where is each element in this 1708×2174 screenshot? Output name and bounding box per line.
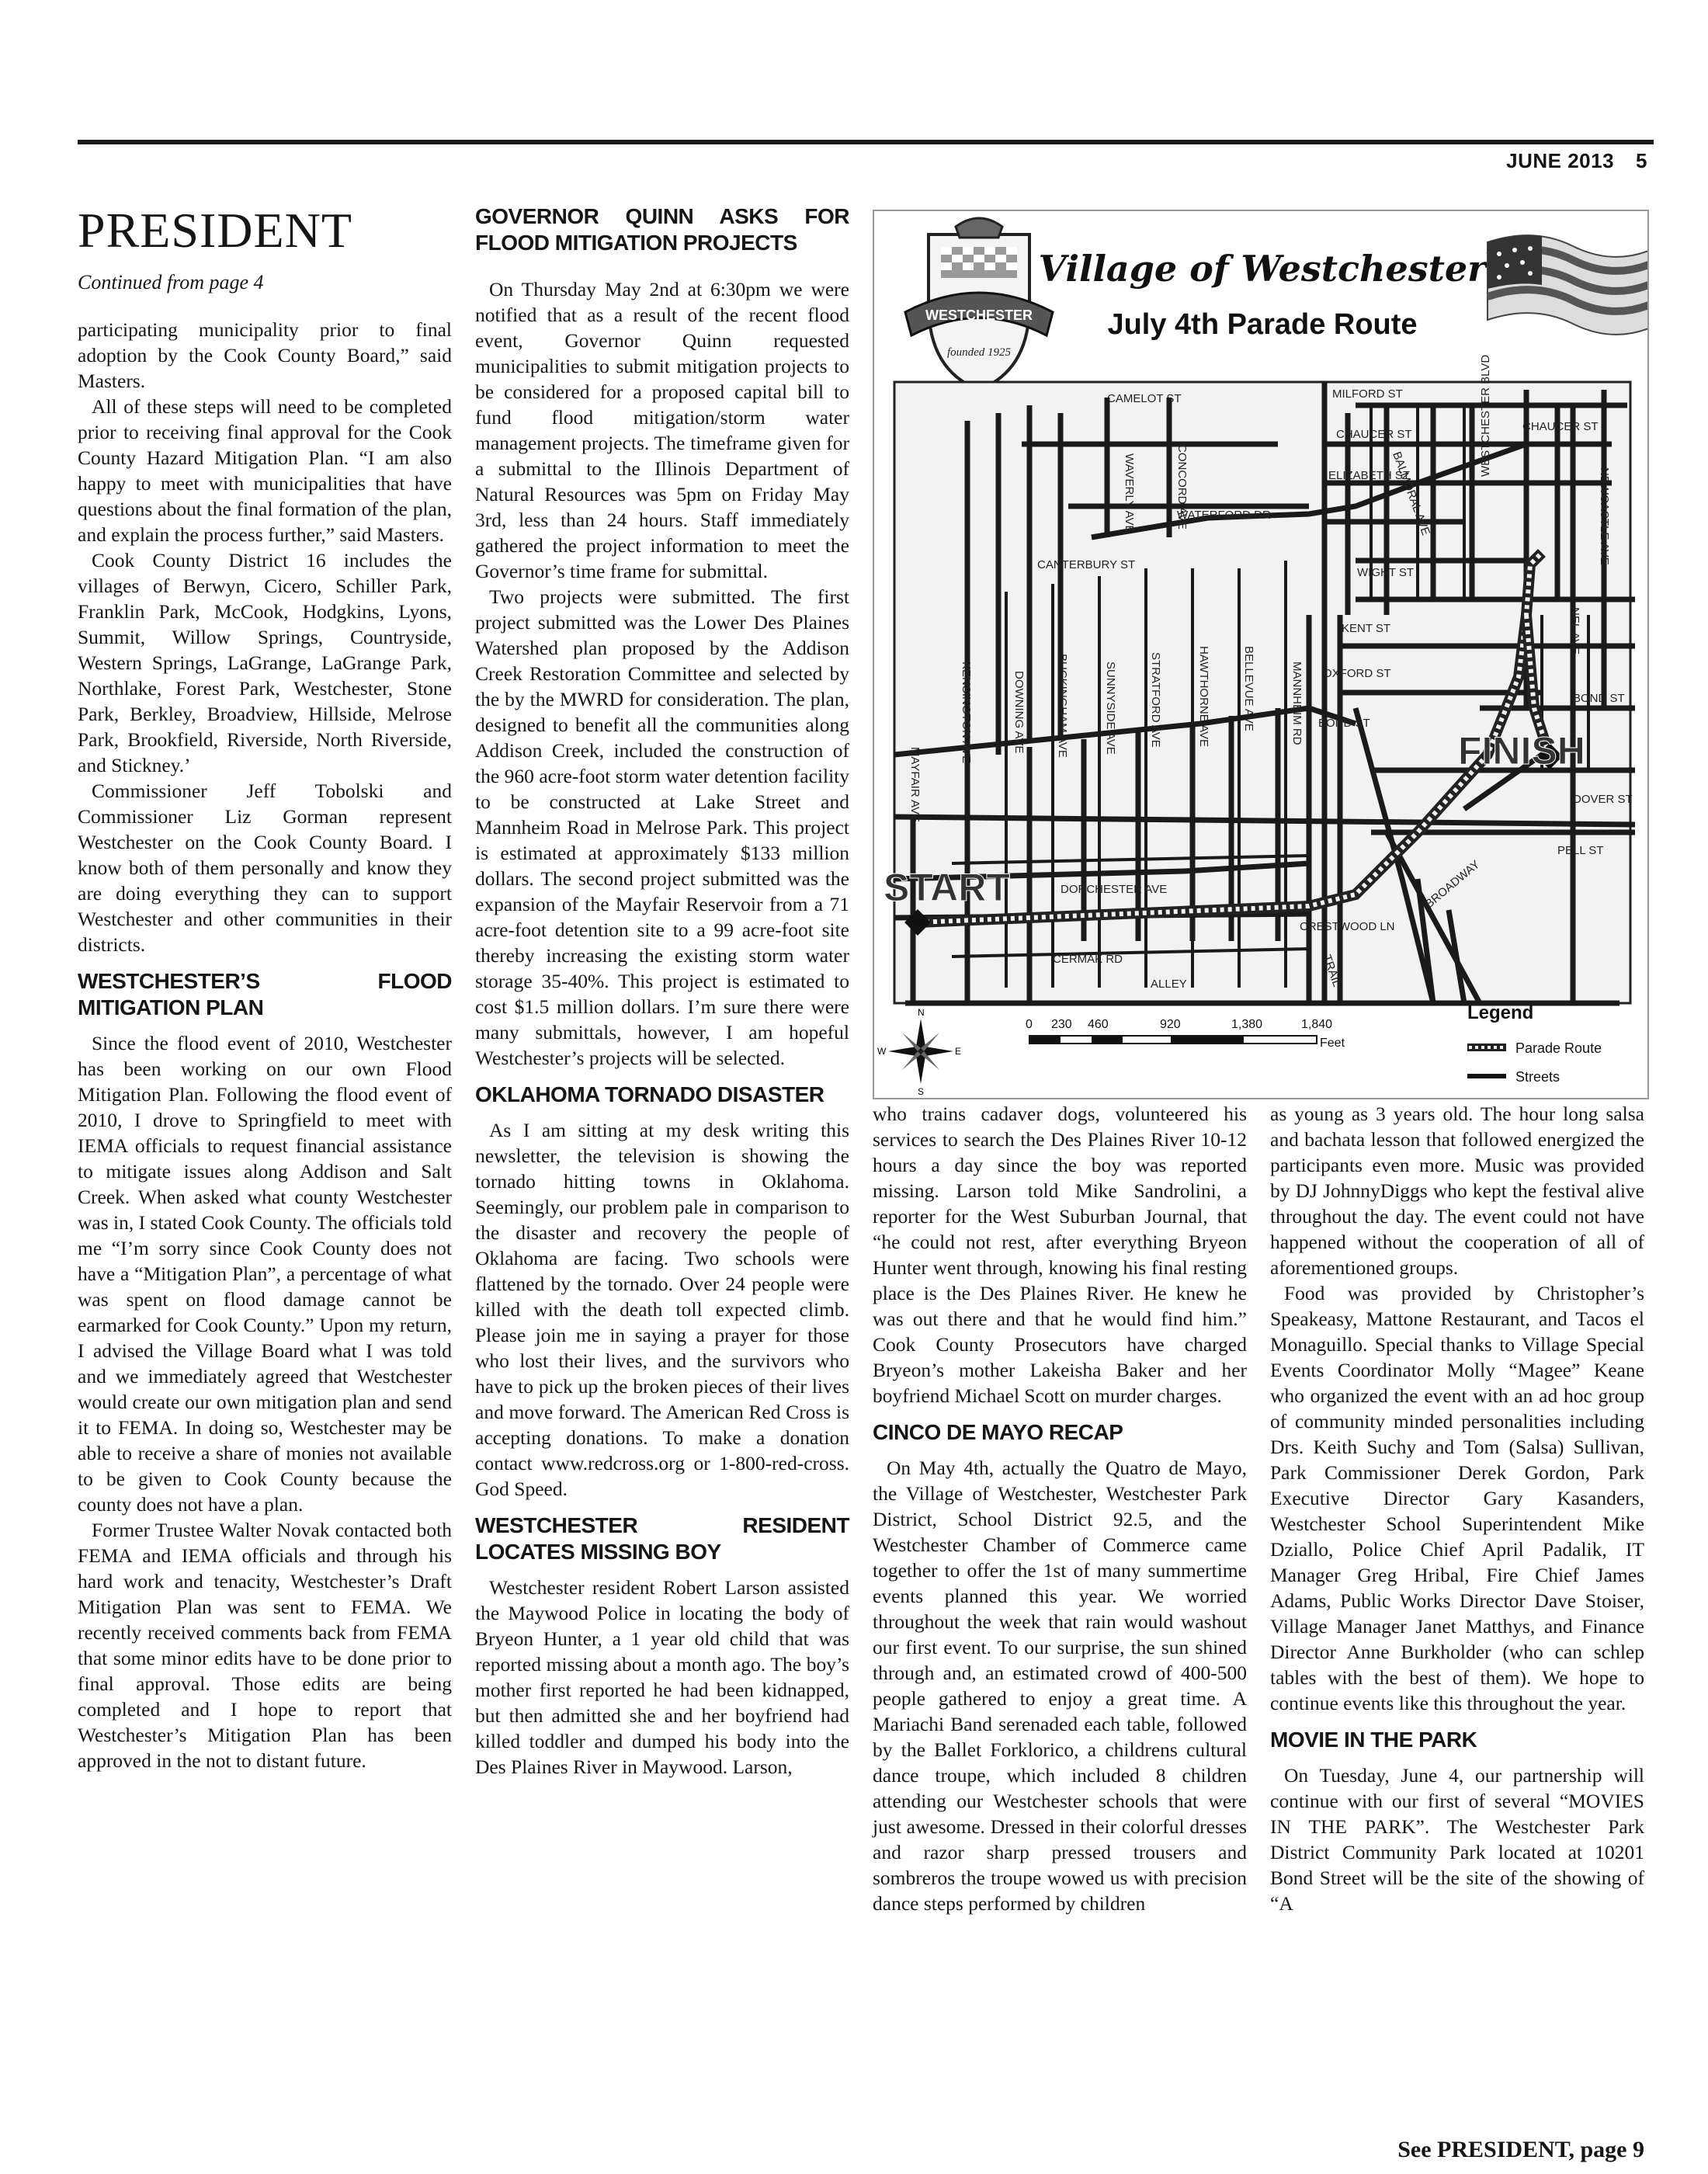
street-label: BELLEVUE AVE — [1242, 646, 1255, 731]
street-label: CHAUCER ST — [1336, 428, 1412, 441]
finish-label: FINISH — [1458, 729, 1585, 773]
street-label: KENT ST — [1342, 622, 1391, 635]
scale-tick: 1,840 — [1301, 1018, 1333, 1031]
paragraph: Cook County District 16 includes the villages of Berwyn, Cicero, Schiller Park, Franklin Park, McCook, Hodgkins, Lyons, Summit, Willow Springs, Countryside, Western Springs, LaGrange, LaGrange Park, Northlake, Forest Park, Westchester, Stone Park, Berkley, Broadview, Hillside, Melrose Park, Brookfield, Riverside, North Riverside, and Stickney.’ — [78, 549, 452, 776]
flag-icon — [1488, 235, 1647, 335]
village-seal — [905, 218, 1053, 390]
compass-w: W — [877, 1046, 887, 1057]
map-title: Village of Westchester — [1038, 248, 1487, 290]
street-label: ALLEY — [1151, 978, 1187, 991]
compass-e: E — [955, 1046, 962, 1057]
street-label: OXFORD ST — [1323, 667, 1391, 680]
parade-route-map — [873, 210, 1649, 1099]
map-subtitle: July 4th Parade Route — [1107, 308, 1418, 341]
street-label: DOVER ST — [1573, 793, 1633, 806]
street-label: CAMELOT ST — [1107, 392, 1182, 405]
column-2 — [475, 200, 849, 1780]
street-label: BUCKINGHAM AVE — [1056, 654, 1069, 758]
street-label: CRESTWOOD LN — [1300, 920, 1395, 933]
paragraph: Since the flood event of 2010, Westchester has been working on our own Flood Mitigation Plan. Following the flood event of 2010, I drove to Springfield to meet with IEMA officials to request financial assistance to mitigate issues along Addison and Salt Creek. When asked what county Westchester was in, I stated Cook County. The officials told me “I’m sorry since Cook County does not have a “Mitigation Plan”, a percentage of what was spent on flood damage cannot be earmarked for Cook County.” Upon my return, I advised the Village Board what I was told and we immediately agreed that Westchester would create our own mitigation plan and send it to FEMA. In doing so, Westchester may be able to receive a share of monies not available to be given to Cook County because the county does not have a plan. — [78, 1032, 452, 1516]
street-label: PELL ST — [1557, 844, 1604, 857]
paragraph: On May 4th, actually the Quatro de Mayo, the Village of Westchester, Westchester Park District, School District 92.5, and the Westchester Chamber of Commerce came together to offer the 1st of many summertime events planned this year. We worried throughout the week that rain would washout our first event. To our surprise, the sun shined through and, an estimated crowd of 400-500 people gathered to enjoy a great time. A Mariachi Band serenaded each table, followed by the Ballet Forklorico, a childrens cultural dance troupe, which included 8 children attending our Westchester schools that were just awesome. Dressed in their colorful dresses and razor sharp pressed trousers and sombreros the troupe wowed us with precision dance steps performed by children — [873, 1457, 1247, 1915]
scale-tick: 460 — [1088, 1018, 1109, 1031]
start-label: START — [884, 866, 1010, 909]
page-folio — [1506, 149, 1647, 173]
page-number: 5 — [1636, 149, 1647, 172]
scale-tick: 920 — [1160, 1018, 1181, 1031]
street-label: HAWTHORNE AVE — [1197, 646, 1210, 748]
street-label: WATERFORD DR — [1177, 509, 1271, 522]
paragraph: as young as 3 years old. The hour long salsa and bachata lesson that followed energized the participants even more. Music was provided by DJ JohnnyDiggs who kept the festival alive throughout the day. The event could not have happened without the cooperation of all of aforementioned groups. — [1270, 1103, 1644, 1279]
street-label: WESTCHESTER BLVD — [1479, 354, 1492, 477]
paragraph: Former Trustee Walter Novak contacted both FEMA and IEMA officials and through his hard work and tenacity, Westchester’s Draft Mitigation Plan was sent to FEMA. We recently received comments back from FEMA that some minor edits have to be done prior to final approval. Those edits are being completed and I hope to report that Westchester’s Mitigation Plan has been approved in the not to distant future. — [78, 1519, 452, 1772]
column-3 — [873, 1101, 1247, 1916]
header-rule — [78, 140, 1654, 144]
paragraph: Two projects were submitted. The first project submitted was the Lower Des Plaines Watershed plan proposed by the Addison Creek Restoration Committee and selected by the by the MWRD for consideration. The plan, designed to benefit all the communities along Addison Creek, included the construction of the 960 acre-foot storm water detention facility to be constructed at Lake Street and Mannheim Road in Melrose Park. This project is estimated at approximately $133 million dollars. The second project submitted was the expansion of the Mayfair Reservoir from a 71 acre-foot detention site to a 99 acre-foot site thereby increasing the existing storm water storage 35-40%. This project is estimated to cost $1.5 million dollars. I’m sure there were many submittals, however, I am hopeful Westchester’s projects will be selected. — [475, 585, 849, 1069]
scale-tick: 230 — [1051, 1018, 1072, 1031]
street-label: BALMORAL AVE — [1390, 450, 1432, 537]
map-legend — [1467, 1002, 1602, 1085]
map-graphic — [874, 211, 1647, 1098]
paragraph: As I am sitting at my desk writing this newsletter, the television is showing the tornado hitting towns in Oklahoma. Seemingly, our problem pale in comparison to the disaster and recovery the people of Oklahoma are facing. Two schools were flattened by the tornado. Over 24 people were killed with the death toll expected climb. Please join me in saying a prayer for those who lost their lives, and the survivors who have to pick up the broken pieces of their lives and move forward. The American Red Cross is accepting donations. To make a donation contact www.redcross.org or 1-800-red-cross. God Speed. — [475, 1119, 849, 1500]
street-label: BROADWAY — [1422, 857, 1483, 912]
scale-tick: 0 — [1026, 1018, 1033, 1031]
paragraph: Commissioner Jeff Tobolski and Commissioner Liz Gorman represent Westchester on the Cook County Board. I know both of them personally and know they are doing everything they can to support Westchester and other communities in their districts. — [78, 780, 452, 956]
legend-streets-label: Streets — [1515, 1069, 1560, 1085]
street-label: MAYFAIR AVE — [908, 747, 922, 822]
paragraph: All of these steps will need to be completed prior to receiving final approval for the Cook County Hazard Mitigation Plan. “I am also happy to meet with municipalities that have questions about the final formation of the plan, and explain the process further,” said Masters. — [78, 395, 452, 546]
compass-s: S — [918, 1086, 925, 1097]
compass-rose-icon — [877, 1007, 961, 1097]
article-heading: GOVERNOR QUINN ASKS FOR FLOOD MITIGATION PROJECTS — [475, 204, 849, 255]
street-label: TRAIL — [1320, 953, 1344, 989]
street-label: KENSINGTON AVE — [960, 662, 973, 764]
paragraph: On Tuesday, June 4, our partnership will continue with our first of several “MOVIES IN THE PARK”. The Westchester Park District Community Park located at 10201 Bond Street will be the site of the showing of “A — [1270, 1764, 1644, 1915]
street-label: CANTERBURY ST — [1037, 558, 1136, 571]
street-label: CERMAK RD — [1053, 953, 1123, 966]
seal-founded: founded 1925 — [946, 346, 1012, 359]
street-label: CHAUCER ST — [1522, 420, 1599, 433]
paragraph: Food was provided by Christopher’s Speakeasy, Mattone Restaurant, and Tacos el Monaguillo. Special thanks to Village Special Events Coordinator Molly “Magee” Keane who organized the event with an ad hoc group of community minded personalities including Drs. Keith Suchy and Tom (Salsa) Sullivan, Park Commissioner Derek Gordon, Park Executive Director Gary Kasanders, Westchester School Superintendent Mike Dziallo, Police Chief April Padalik, IT Manager Greg Hribal, Fire Chief James Adams, Public Works Director Dave Stoiser, Village Manager Janet Matthys, and Finance Director Anne Burkholder (who can schlep tables with the best of them). We hope to continue events like this throughout the year. — [1270, 1282, 1644, 1714]
street-label: MANNHEIM RD — [1290, 662, 1304, 745]
street-label: BOND ST — [1318, 717, 1370, 730]
jump-line: See PRESIDENT, page 9 — [1397, 2137, 1644, 2162]
issue-date: JUNE 2013 — [1506, 149, 1615, 172]
section-title: PRESIDENT — [78, 203, 352, 258]
street-label: WIGHT ST — [1357, 566, 1415, 579]
paragraph: Westchester resident Robert Larson assisted the Maywood Police in locating the body of Bryeon Hunter, a 1 year old child that was reported missing about a month ago. The boy’s mother first reported he had been kidnapped, but then admitted she and her boyfriend had killed toddler and dumped his body into the Des Plaines River in Maywood. Larson, — [475, 1576, 849, 1778]
street-label: WAVERLY AVE — [1123, 453, 1136, 533]
legend-title: Legend — [1467, 1002, 1534, 1023]
street-label: DOWNING AVE — [1012, 671, 1026, 754]
street-label: ELIZABETH ST — [1328, 469, 1411, 482]
article-heading: OKLAHOMA TORNADO DISASTER — [475, 1082, 824, 1106]
street-label: SUNNYSIDE AVE — [1104, 662, 1117, 755]
legend-route-label: Parade Route — [1515, 1040, 1602, 1056]
paragraph: participating municipality prior to final adoption by the Cook County Board,” said Masters. — [78, 318, 452, 392]
street-label: NEWCASTLE AVE — [1598, 467, 1611, 565]
scale-tick: 1,380 — [1231, 1018, 1263, 1031]
continued-note: Continued from page 4 — [78, 271, 264, 293]
street-label: STRATFORD AVE — [1149, 652, 1162, 748]
street-label: BOND ST — [1573, 692, 1625, 705]
scale-unit: Feet — [1320, 1037, 1345, 1050]
column-1 — [78, 200, 452, 1773]
compass-n: N — [918, 1007, 925, 1018]
seal-name: WESTCHESTER — [925, 307, 1033, 323]
article-heading: WESTCHESTER RESIDENT LOCATES MISSING BOY — [475, 1513, 849, 1564]
street-label: MILFORD ST — [1332, 387, 1403, 401]
street-label: CONCORD AVE — [1175, 444, 1189, 530]
article-heading: CINCO DE MAYO RECAP — [873, 1420, 1123, 1444]
scale-bar — [1026, 1018, 1345, 1050]
column-4 — [1270, 1101, 1644, 1916]
street-label: NEL AVE — [1568, 607, 1581, 655]
paragraph: On Thursday May 2nd at 6:30pm we were notified that as a result of the recent flood event, Governor Quinn requested municipalities to submit mitigation projects to be considered for a proposed capital bill to fund flood mitigation/storm water management projects. The timeframe given for a submittal to the Illinois Department of Natural Resources was 5pm on Friday May 3rd, less than 24 hours. Staff immediately gathered the project information to meet the Governor’s time frame for submittal. — [475, 278, 849, 582]
paragraph: who trains cadaver dogs, volunteered his services to search the Des Plaines River 10-12 hours a day since the boy was reported missing. Larson told Mike Sandrolini, a reporter for the West Suburban Journal, that “he could not rest, after everything Bryeon Hunter went through, knowing his final resting place is the Des Plaines River. He knew he was out there and that he would find him.” Cook County Prosecutors have charged Bryeon’s mother Lakeisha Baker and her boyfriend Michael Scott on murder charges. — [873, 1103, 1247, 1407]
article-heading: MOVIE IN THE PARK — [1270, 1728, 1477, 1752]
article-heading: WESTCHESTER’S FLOOD MITIGATION PLAN — [78, 969, 452, 1019]
street-label: DORCHESTER AVE — [1061, 883, 1168, 896]
